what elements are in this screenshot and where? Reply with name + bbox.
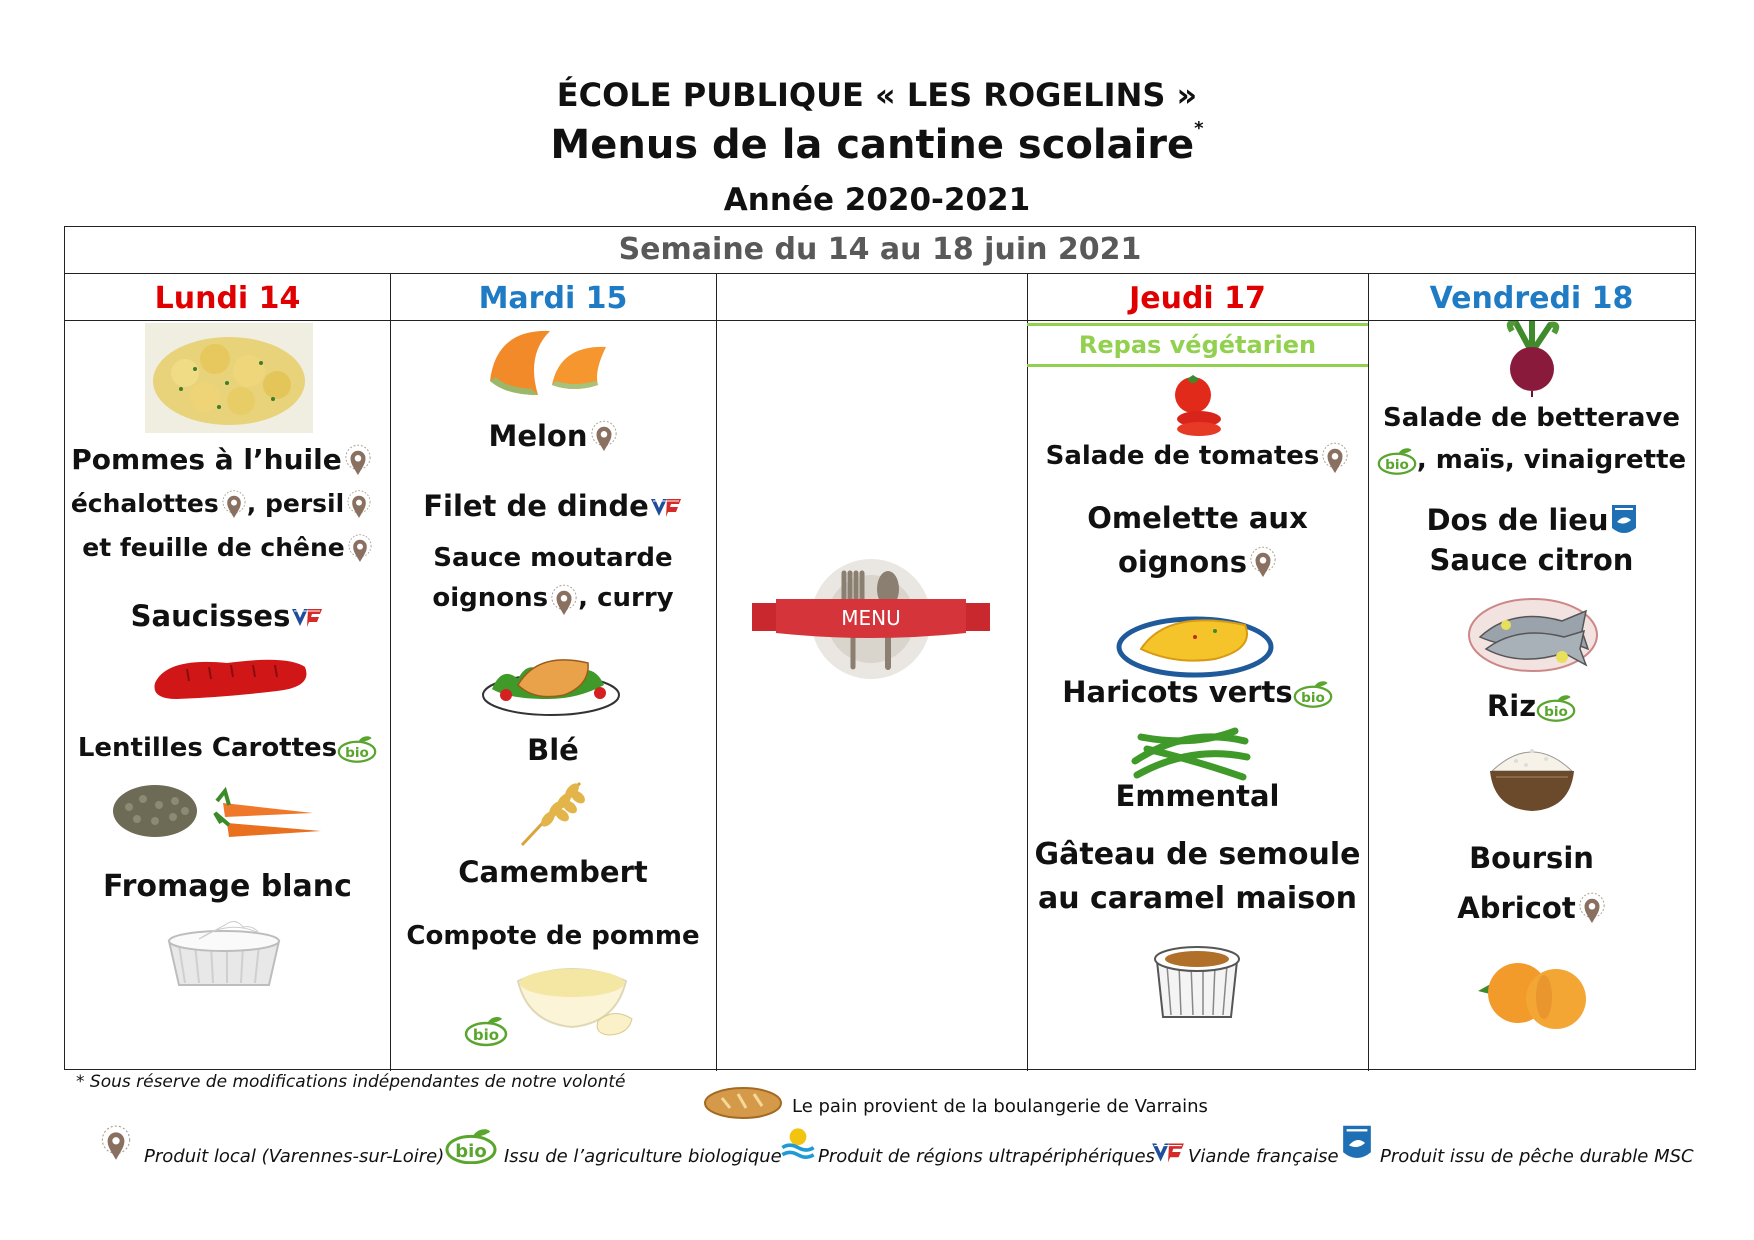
local-pin-icon [1321,441,1349,479]
menu-table [64,226,1696,1070]
dish-mustard-sauce: Sauce moutarde [433,543,673,573]
school-year: Année 2020-2021 [723,182,1031,218]
dish-oak-leaf-text: et feuille de chêne [82,533,345,562]
wheat-image [514,775,594,851]
bio-icon [1536,694,1576,722]
dish-shallots [59,489,384,523]
dish-potatoes-text: Pommes à l’huile [71,443,342,476]
fromage-blanc-image [159,915,289,991]
day-header-monday: Lundi 14 [65,273,390,321]
local-pin-icon [344,443,372,481]
dish-green-beans-text: Haricots verts [1062,675,1293,709]
dish-green-beans [1027,675,1368,709]
dish-semolina-cake: Gâteau de semoule [1034,837,1361,872]
week-label: Semaine du 14 au 18 juin 2021 [65,227,1695,274]
semolina-cake-image [1151,935,1243,1021]
apricot-image [1472,951,1596,1033]
dish-turkey-text: Filet de dinde [423,489,649,523]
dish-curry-text: , curry [578,583,674,613]
dish-rice-text: Riz [1486,689,1537,723]
title-footnote-mark: * [1194,118,1204,139]
dish-apricot [1368,891,1695,929]
day-header-tuesday: Mardi 15 [390,273,716,321]
dish-caramel: au caramel maison [1037,881,1358,916]
day-header-wednesday [716,273,1027,321]
dish-omelette-onions-text: oignons [1117,545,1248,579]
page-title [0,118,1754,168]
dish-rice [1368,689,1695,723]
french-meat-icon [649,496,683,520]
dish-camembert: Camembert [458,855,648,889]
dish-sausages [65,599,390,633]
legend-french-meat-text: Viande française [1188,1146,1339,1167]
omelette-image [1115,603,1275,679]
day-header-friday: Vendredi 18 [1368,273,1695,321]
dish-tomato-salad [1027,441,1368,479]
local-pin-icon [1249,545,1277,583]
local-pin-icon [347,533,373,567]
dish-beet-salad: Salade de betterave [1382,403,1680,433]
fish-image [1466,591,1600,673]
local-pin-icon [100,1124,132,1166]
local-pin-icon [550,583,578,621]
column-monday [65,321,390,1071]
dish-oak-leaf [65,533,390,567]
french-meat-icon [1150,1140,1186,1166]
dish-pollock [1368,503,1695,537]
bio-icon [1377,447,1417,475]
lentils-image [109,777,203,845]
local-pin-icon [1578,891,1606,929]
column-friday [1368,321,1695,1071]
dish-lentils-carrots-text: Lentilles Carottes [77,733,338,763]
dish-wheat: Blé [527,733,579,767]
dish-apricot-text: Abricot [1457,891,1576,925]
local-pin-icon [346,489,372,523]
dish-pollock-text: Dos de lieu [1426,503,1609,537]
legend-ultraperipheral-text: Produit de régions ultrapériphériques [818,1146,1155,1167]
dish-lemon-sauce: Sauce citron [1429,543,1634,577]
dish-potatoes [59,443,384,481]
title-text: Menus de la cantine scolaire [550,122,1195,168]
dish-emmental: Emmental [1115,779,1280,813]
footnote: * Sous réserve de modifications indépendantes de notre volonté [76,1072,626,1092]
dish-corn-vinaigrette-text: , maïs, vinaigrette [1416,445,1687,475]
column-wednesday [716,321,1027,1071]
column-tuesday [390,321,716,1071]
dish-boursin: Boursin [1469,841,1594,875]
msc-icon [1611,503,1637,537]
green-beans-image [1127,721,1253,785]
dish-omelette: Omelette aux [1087,501,1308,535]
dish-lentils-carrots [65,733,390,763]
dish-shallots-text: échalottes [70,489,219,518]
beetroot-image [1496,321,1566,397]
dish-melon [390,419,716,457]
dish-tomato-salad-text: Salade de tomates [1045,441,1320,471]
menu-badge-text: MENU [841,606,901,630]
sausage-image [147,647,313,703]
dish-turkey [390,489,716,523]
bio-icon [337,735,377,763]
bio-icon [464,1015,508,1047]
rice-image [1486,737,1578,813]
ultraperipheral-icon [780,1126,816,1162]
local-pin-icon [590,419,618,457]
dish-onions-curry [390,583,716,621]
carrots-image [213,783,329,847]
turkey-fillet-image [478,639,624,719]
potato-salad-image [145,323,313,433]
dish-fromage-blanc: Fromage blanc [103,869,352,904]
apple-compote-image [512,961,636,1039]
local-pin-icon [221,489,247,523]
dish-apple-compote: Compote de pomme [406,921,700,951]
french-meat-icon [290,606,324,630]
legend-msc-text: Produit issu de pêche durable MSC [1380,1146,1694,1167]
dish-onions-text: oignons [432,583,549,613]
school-name: ÉCOLE PUBLIQUE « LES ROGELINS » [556,76,1198,114]
dish-omelette-onions [1027,545,1368,583]
dish-parsley-text: , persil [246,489,345,518]
bread-note: Le pain provient de la boulangerie de Varrains [792,1096,1208,1117]
legend-local-text: Produit local (Varennes-sur-Loire) [144,1146,445,1167]
bio-icon [444,1128,498,1164]
msc-icon [1342,1124,1372,1162]
tomato-image [1165,373,1225,437]
dish-melon-text: Melon [488,419,588,453]
column-thursday [1027,321,1368,1071]
dish-sausages-text: Saucisses [130,599,291,633]
bio-icon [1293,680,1333,708]
vegetarian-tag: Repas végétarien [1027,323,1368,367]
bread-image [702,1082,784,1122]
dish-corn-vinaigrette [1368,445,1695,475]
day-header-thursday: Jeudi 17 [1027,273,1368,321]
menu-badge-image [746,557,996,681]
melon-image [486,325,610,397]
legend-bio-text: Issu de l’agriculture biologique [504,1146,782,1167]
